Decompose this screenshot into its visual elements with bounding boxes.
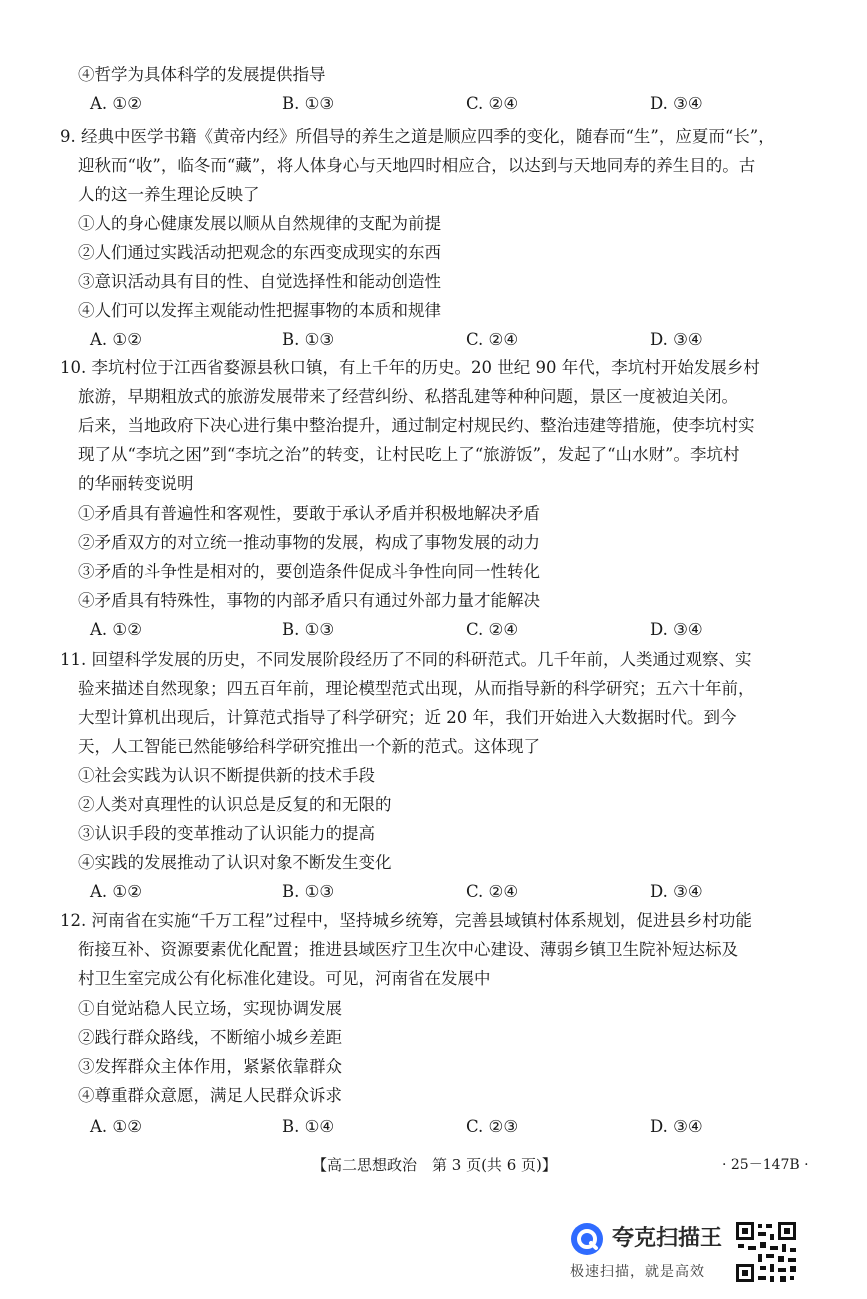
- question-11-option-2: ②人类对真理性的认识总是反复的和无限的: [78, 795, 392, 814]
- carryover-option-4: ④哲学为具体科学的发展提供指导: [78, 65, 326, 84]
- question-10-choice-c: C. ②④: [466, 620, 519, 639]
- carryover-choice-d: D. ③④: [650, 94, 703, 113]
- question-12-choice-a: A. ①②: [90, 1117, 142, 1136]
- question-10-choice-d: D. ③④: [650, 620, 703, 639]
- page-footer-label: 【高二思想政治 第 3 页(共 6 页)】: [312, 1156, 557, 1174]
- question-10-line-3: 后来，当地政府下决心进行集中整治提升，通过制定村规民约、整治违建等措施，使李坑村实: [78, 416, 755, 435]
- question-9-line-1: 9. 经典中医学书籍《黄帝内经》所倡导的养生之道是顺应四季的变化，随春而“生”，应夏而“长”，: [60, 127, 775, 146]
- question-12-choice-b: B. ①④: [282, 1117, 335, 1136]
- question-11-option-3: ③认识手段的变革推动了认识能力的提高: [78, 824, 375, 843]
- question-9-choice-b: B. ①③: [282, 330, 335, 349]
- question-9-option-3: ③意识活动具有目的性、自觉选择性和能动创造性: [78, 272, 441, 291]
- question-9-choice-c: C. ②④: [466, 330, 519, 349]
- question-12-option-3: ③发挥群众主体作用，紧紧依靠群众: [78, 1057, 342, 1076]
- question-12-option-4: ④尊重群众意愿，满足人民群众诉求: [78, 1086, 342, 1105]
- question-10-option-2: ②矛盾双方的对立统一推动事物的发展，构成了事物发展的动力: [78, 533, 540, 552]
- question-10-choice-a: A. ①②: [90, 620, 142, 639]
- question-12-choice-d: D. ③④: [650, 1117, 703, 1136]
- question-12-line-2: 衔接互补、资源要素优化配置；推进县域医疗卫生次中心建设、薄弱乡镇卫生院补短达标及: [78, 940, 738, 959]
- question-10-line-1: 10. 李坑村位于江西省婺源县秋口镇，有上千年的历史。20 世纪 90 年代，李坑村开始发展乡村: [60, 358, 760, 377]
- question-11-line-4: 天，人工智能已然能够给科学研究推出一个新的范式。这体现了: [78, 737, 540, 756]
- question-10-choice-b: B. ①③: [282, 620, 335, 639]
- question-11-choice-b: B. ①③: [282, 882, 335, 901]
- question-9-option-4: ④人们可以发挥主观能动性把握事物的本质和规律: [78, 301, 441, 320]
- question-11-option-4: ④实践的发展推动了认识对象不断发生变化: [78, 853, 392, 872]
- question-11-choice-c: C. ②④: [466, 882, 519, 901]
- question-11-choice-a: A. ①②: [90, 882, 142, 901]
- question-11-choice-d: D. ③④: [650, 882, 703, 901]
- question-12-option-2: ②践行群众路线，不断缩小城乡差距: [78, 1028, 342, 1047]
- qr-code-icon: [734, 1220, 798, 1284]
- question-12-option-1: ①自觉站稳人民立场，实现协调发展: [78, 999, 342, 1018]
- question-10-option-4: ④矛盾具有特殊性，事物的内部矛盾只有通过外部力量才能解决: [78, 591, 540, 610]
- question-11-line-2: 验来描述自然现象；四五百年前，理论模型范式出现，从而指导新的科学研究；五六十年前，: [78, 679, 755, 698]
- question-10-line-4: 现了从“李坑之困”到“李坑之治”的转变，让村民吃上了“旅游饭”，发起了“山水财”。李坑村: [78, 445, 740, 464]
- question-10-option-3: ③矛盾的斗争性是相对的，要创造条件促成斗争性向同一性转化: [78, 562, 540, 581]
- question-9-option-2: ②人们通过实践活动把观念的东西变成现实的东西: [78, 243, 441, 262]
- question-12-line-1: 12. 河南省在实施“千万工程”过程中，坚持城乡统筹，完善县域镇村体系规划，促进县乡村功能: [60, 911, 752, 930]
- quark-logo-icon: [570, 1222, 604, 1256]
- question-9-line-3: 人的这一养生理论反映了: [78, 185, 260, 204]
- brand-name: 夸克扫描王: [612, 1226, 723, 1251]
- question-9-option-1: ①人的身心健康发展以顺从自然规律的支配为前提: [78, 214, 441, 233]
- scanner-watermark: [570, 1218, 730, 1288]
- carryover-choice-a: A. ①②: [90, 94, 142, 113]
- question-11-line-3: 大型计算机出现后，计算范式指导了科学研究；近 20 年，我们开始进入大数据时代。到今: [78, 708, 737, 727]
- exam-code: · 25－147B ·: [722, 1157, 809, 1173]
- question-9-choice-a: A. ①②: [90, 330, 142, 349]
- question-12-choice-c: C. ②③: [466, 1117, 519, 1136]
- brand-slogan: 极速扫描，就是高效: [570, 1264, 705, 1280]
- question-9-line-2: 迎秋而“收”，临冬而“藏”，将人体身心与天地四时相应合，以达到与天地同寿的养生目的。古: [78, 156, 756, 175]
- question-11-line-1: 11. 回望科学发展的历史，不同发展阶段经历了不同的科研范式。几千年前，人类通过观察、实: [60, 650, 752, 669]
- carryover-choice-c: C. ②④: [466, 94, 519, 113]
- question-10-option-1: ①矛盾具有普遍性和客观性，要敢于承认矛盾并积极地解决矛盾: [78, 504, 540, 523]
- question-10-line-2: 旅游，早期粗放式的旅游发展带来了经营纠纷、私搭乱建等种种问题，景区一度被迫关闭。: [78, 387, 738, 406]
- question-11-option-1: ①社会实践为认识不断提供新的技术手段: [78, 766, 375, 785]
- question-10-line-5: 的华丽转变说明: [78, 474, 194, 493]
- question-9-choice-d: D. ③④: [650, 330, 703, 349]
- question-12-line-3: 村卫生室完成公有化标准化建设。可见，河南省在发展中: [78, 969, 491, 988]
- carryover-choice-b: B. ①③: [282, 94, 335, 113]
